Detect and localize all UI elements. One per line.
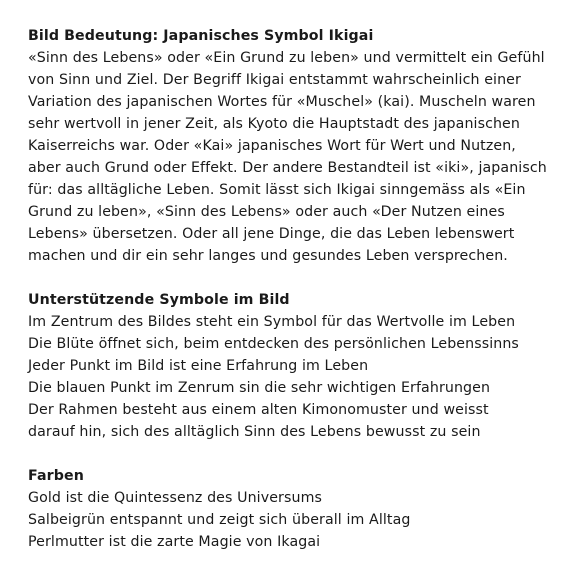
section-body [28,311,547,443]
text-line: Die blauen Punkt im Zenrum sin die sehr wichtigen Erfahrungen [28,380,491,396]
text-line: von Sinn und Ziel. Der Begriff Ikigai entstammt wahrscheinlich einer [28,72,521,88]
text-line: Variation des japanischen Wortes für «Muschel» (kai). Muscheln waren [28,94,536,110]
text-line: Im Zentrum des Bildes steht ein Symbol für das Wertvolle im Leben [28,314,516,330]
text-line: Der Rahmen besteht aus einem alten Kimonomuster und weisst [28,402,489,418]
text-line: Salbeigrün entspannt und zeigt sich überall im Alltag [28,512,411,528]
text-line: aber auch Grund oder Effekt. Der andere Bestandteil ist «iki», japanisch [28,160,547,176]
text-line: darauf hin, sich des alltäglich Sinn des Lebens bewusst zu sein [28,424,481,440]
text-line: Lebens» übersetzen. Oder all jene Dinge, die das Leben lebenswert [28,226,515,242]
section-supporting-symbols [28,289,547,443]
text-line: Gold ist die Quintessenz des Universums [28,490,322,506]
text-line: «Sinn des Lebens» oder «Ein Grund zu leben» und vermittelt ein Gefühl [28,50,545,66]
text-line: Jeder Punkt im Bild ist eine Erfahrung im Leben [28,358,369,374]
section-body [28,47,547,267]
text-line: Perlmutter ist die zarte Magie von Ikagai [28,534,321,550]
section-colors [28,465,547,553]
text-line: für: das alltägliche Leben. Somit lässt sich Ikigai sinngemäss als «Ein [28,182,526,198]
text-line: Die Blüte öffnet sich, beim entdecken des persönlichen Lebenssinns [28,336,519,352]
section-heading: Bild Bedeutung: Japanisches Symbol Ikigai [28,28,374,44]
text-line: machen und dir ein sehr langes und gesundes Leben versprechen. [28,248,508,264]
section-meaning [28,25,547,267]
text-line: sehr wertvoll in jener Zeit, als Kyoto die Hauptstadt des japanischen [28,116,520,132]
text-line: Kaiserreichs war. Oder «Kai» japanisches Wort für Wert und Nutzen, [28,138,516,154]
section-heading: Farben [28,468,84,484]
text-line: Grund zu leben», «Sinn des Lebens» oder auch «Der Nutzen eines [28,204,505,220]
section-heading: Unterstützende Symbole im Bild [28,292,290,308]
section-body [28,487,547,553]
